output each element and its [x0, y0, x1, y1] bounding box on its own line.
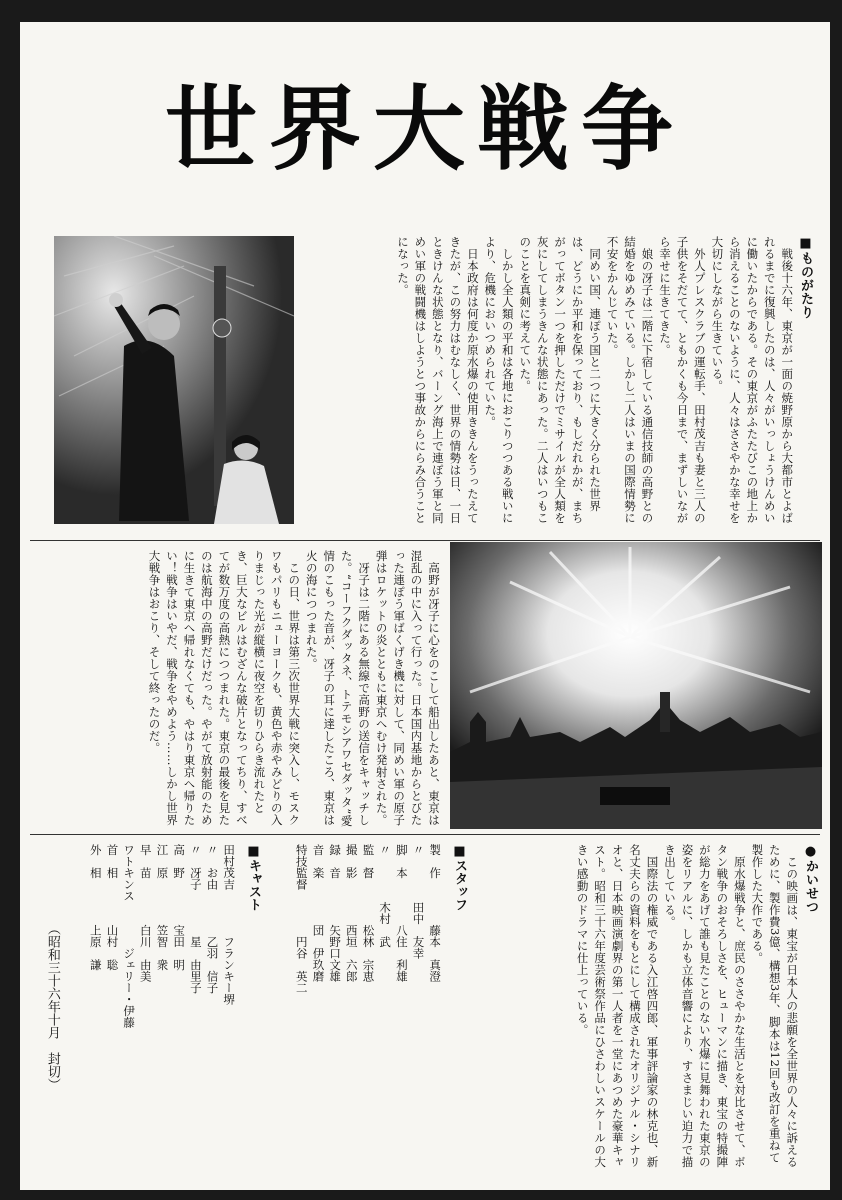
staff-role: 監 督: [361, 844, 376, 879]
story-paragraph: 高野が冴子に心をのこして船出したあと、東京は混乱の中に入って行った。日本国内基地からとびたった連ぽう軍ばくげき機に対して、同めい軍の原子弾はロケットの炎とともに東京へむけ発射された。: [374, 550, 441, 826]
commentary-paragraph: この映画は、東宝が日本人の悲願を全世界の人々に訴えるために、製作費3億、構想3年、脚本は12回も改訂を重ねて製作した大作である。: [750, 844, 800, 1168]
commentary-paragraph: 原水爆戦争と、庶民のささやかな生活とを対比させて、ボタン戦争のおそろしさを、ヒューマンに描き、東宝の特撮陣が総力をあげて誰も見たことのない水爆に見舞われた東京の姿をリアルに、しかも立体音響により、すさまじい迫力で描き出している。: [662, 844, 747, 1168]
cast-role: 田村茂吉: [222, 844, 237, 890]
story-paragraph: 冴子は二階にある無線で高野の送信をキャッチした。“コーフクダッタネ、トテモシアワセダッタ”愛情のこもった音が、冴子の耳に達したころ、東京は火の海につつまれた。: [304, 550, 372, 827]
cast-role: 〃 冴子: [188, 844, 203, 890]
cast-entry: [137, 844, 154, 1174]
staff-name: 藤本 真澄: [428, 924, 443, 982]
cast-name: 星 由里子: [188, 936, 203, 994]
cast-role: 高 野: [172, 844, 187, 879]
story-section: [310, 236, 815, 524]
cast-role: ワトキンス: [122, 844, 137, 902]
story-paragraph: 戦後十六年、東京が一面の焼野原から大都市とよばれるまでに復興したのは、人々がいっしょうけんめいに働いたからである。その東京がふたたびこの地上から消えることのないように、人々はささやかな幸せを大切にしながら生きている。: [710, 236, 795, 524]
couple-photo-image: [54, 236, 294, 524]
pamphlet-page: [20, 22, 830, 1190]
staff-role: 製 作: [428, 844, 443, 879]
staff-name: 木村 武: [378, 901, 393, 948]
cast-entry: [87, 844, 104, 1174]
staff-name: 松林 宗恵: [361, 924, 376, 982]
staff-role: 特技監督: [294, 844, 309, 890]
cast-name: 乙羽 信子: [205, 936, 220, 994]
section-divider: [30, 834, 820, 835]
release-note: （昭和三十六年十月 封切）: [44, 922, 60, 1091]
story-paragraph: 娘の冴子は二階に下宿している通信技師の高野との結婚をゆめみている。しかし二人はいまの国際情勢に不安をかんじていた。: [605, 236, 655, 524]
story-paragraph: 同めい国、連ぽう国と二つに大きく分られた世界は、どうにか平和を保っており、もしだれかが、まちがってボタン一つを押しただけでミサイルが全人類を灰にしてしまうきんな状態にあった。二人はいつもこのことを真剣に考えていた。: [518, 236, 603, 524]
staff-heading: ■スタッフ: [452, 844, 467, 911]
cast-role: 外 相: [88, 844, 103, 879]
staff-entry: [360, 844, 377, 1174]
staff-role: 〃: [378, 844, 393, 856]
cast-role: 江 原: [155, 844, 170, 879]
story-paragraph: しかし全人類の平和は各地におこりつつある戦いにより、危機においつめられていた。: [483, 236, 515, 524]
cast-name: 宝田 明: [172, 924, 187, 971]
cast-section: [82, 844, 262, 1174]
story-paragraph: 日本政府は何度か原水爆の使用ききんをうったえてきたが、この努力はむなしく、世界の情勢は日、一日ときけんな状態となり、バーング海上で連ぽう軍と同めい軍の戦闘機はしようとつ事故からにらみ合うことになった。: [395, 236, 480, 524]
staff-entry: [410, 844, 427, 1174]
cast-name: 笠智 衆: [155, 924, 170, 971]
staff-role: 脚 本: [394, 844, 409, 879]
staff-section: [268, 844, 468, 1174]
staff-role: 音 楽: [311, 844, 326, 879]
staff-name: 西垣 六郎: [344, 924, 359, 982]
staff-entry: [310, 844, 327, 1174]
staff-entry: [376, 844, 393, 1174]
story-heading: ■ものがたり: [798, 236, 813, 319]
story-paragraph: 外人プレスクラブの運転手、田村茂吉も妻と三人の子供をそだてて、ともかくも今日まで、まずしいながら幸せに生きてきた。: [657, 236, 707, 524]
staff-name: 田中 友幸: [411, 901, 426, 959]
cast-entry: [204, 844, 221, 1174]
staff-entry: [343, 844, 360, 1174]
cast-entry: [187, 844, 204, 1174]
staff-entry: [293, 844, 310, 1174]
staff-role: 撮 影: [344, 844, 359, 879]
staff-role: 〃: [411, 844, 426, 856]
staff-name: 八住 利雄: [394, 924, 409, 982]
cast-entry: [120, 844, 137, 1174]
commentary-section: [480, 844, 820, 1174]
cast-entry: [170, 844, 187, 1174]
cast-entry: [154, 844, 171, 1174]
cast-name: 山村 聡: [105, 924, 120, 971]
cast-role: 早 苗: [138, 844, 153, 879]
cast-entry: [220, 844, 237, 1174]
staff-entry: [326, 844, 343, 1174]
cast-role: 〃 お由: [205, 844, 220, 890]
explosion-photo-image: [450, 542, 822, 829]
staff-role: 録 音: [328, 844, 343, 879]
cast-name: ジェリー・伊藤: [122, 947, 137, 1028]
story-continuation: [34, 550, 442, 832]
staff-name: 矢野口文雄: [328, 924, 343, 982]
cast-heading: ■キャスト: [246, 844, 261, 911]
staff-entry: [393, 844, 410, 1174]
commentary-heading: ●かいせつ: [803, 844, 818, 914]
page-title: 世界大戦争: [164, 76, 685, 183]
staff-name: 団 伊玖磨: [311, 924, 326, 982]
cast-role: 首 相: [105, 844, 120, 879]
story-paragraph: この日、世界は第三次世界大戦に突入し、モスクワもパリもニューヨークも、黄色や赤やみどりの入りまじった光が縦横に夜空を切りひらき流れたとき、巨大なビルはむざんな破片となってちり、すべてが数万度の高熱につつまれた。東京の最後を見たのは航海中の高野だけだった。やがて放射能のために生きて東京へ帰れなくても、やはり東京へ帰りたい！戦争はいやだ、戦争をやめよう……しかし世界大戦争はおこり、そして終ったのだ。: [147, 550, 302, 826]
cast-entry: [104, 844, 121, 1174]
cast-name: 上原 謙: [88, 924, 103, 971]
commentary-paragraph: 国際法の権威である入江啓四郎、軍事評論家の林克也、新名丈夫らの資料をもとにして構成されたオリジナル・シナリオと、日本映画演劇界の第一人者を一堂にあつめた豪華キャスト。昭和三十六年度芸術祭作品にひさわしいスケールの大きい感動のドラマに仕上っている。: [575, 844, 660, 1168]
still-photo-explosion: [450, 542, 822, 829]
section-divider: [30, 540, 820, 541]
cast-name: 白川 由美: [138, 924, 153, 982]
staff-entry: [426, 844, 443, 1174]
cast-name: フランキー堺: [222, 936, 237, 1005]
staff-name: 円谷 英二: [294, 936, 309, 994]
still-photo-couple: [54, 236, 294, 524]
